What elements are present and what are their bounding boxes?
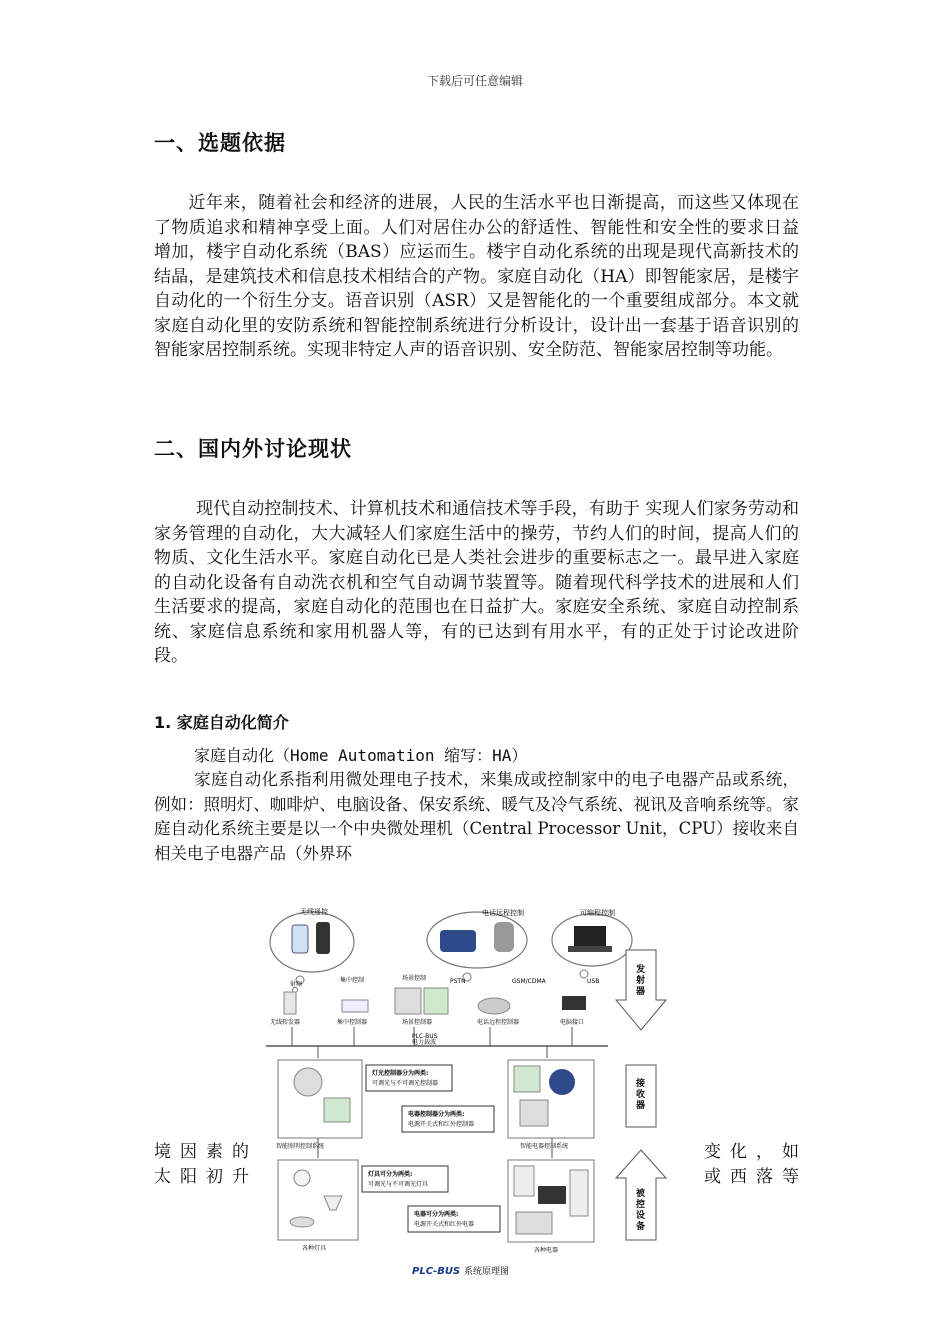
pstn-label: PSTN: [450, 978, 466, 985]
cloud-pc: [552, 908, 632, 978]
rf-label: 射频: [290, 981, 303, 988]
wrap-left-1: 境因素的: [154, 1142, 249, 1162]
device-scene: 场景控制器: [402, 1019, 433, 1026]
subsection1-paragraph: [154, 768, 799, 866]
note-light-controller: [366, 1065, 452, 1091]
section1-title: 一、选题依据: [154, 131, 286, 155]
pc-interface-icon: [562, 996, 586, 1010]
arrow-receive: [626, 1065, 656, 1127]
appliance-control-system: [508, 1060, 594, 1150]
section2-text: 现代自动控制技术、计算机技术和通信技术等手段，有助于 实现人们家务劳动和家务管理的自动化，大大减轻人们家庭生活中的操劳，节约人们的时间，提高人们的物质、文化生活水平。家庭自动化已是人类社会进步的重要标志之一。最早进入家庭的自动化设备有自动洗衣机和空气自动调节装置等。随着现代科学技术的进展和人们生活要求的提高，家庭自动化的范围也在日益扩大。家庭安全系统、家庭自动控制系统、家庭信息系统和家用机器人等，有的已达到有用水平，有的正处于讨论改进阶段。: [154, 499, 799, 666]
scene-panel-icon: [424, 988, 448, 1014]
device-central: 集中控制器: [337, 1019, 368, 1026]
wrap-right-1: 变化，如: [704, 1142, 799, 1162]
note2-body: 电源开关式和红外控制器: [408, 1121, 475, 1128]
wrap-left-2: 太阳初升: [154, 1167, 249, 1187]
device-phone: 电话远程控制器: [477, 1019, 520, 1026]
page-header: 下载后可任意编辑: [426, 74, 523, 88]
arrow-controlled-text: 被控设备: [636, 1189, 646, 1232]
usb-label: USB: [587, 978, 600, 985]
note3-body: 可调光与不可调光灯具: [368, 1181, 429, 1188]
ha-definition: 家庭自动化（Home Automation 缩写：HA）: [194, 746, 528, 765]
lamps-label: 各种灯具: [302, 1245, 327, 1252]
arrow-receive-text: 接收器: [636, 1079, 646, 1111]
scene-controller-icon: [395, 988, 421, 1014]
subsection1-text: 家庭自动化系指利用微处理电子技术，来集成或控制家中的电子电器产品或系统，例如：照明灯、咖啡炉、电脑设备、保安系统、暖气及冷气系统、视讯及音响系统等。家庭自动化系统主要是以一个中央微处理机（Central Processor Unit，CPU）接收来自相关电子电器产品（外界环: [154, 770, 799, 863]
arrow-controlled: [616, 1150, 666, 1240]
plc-bus-logo: PLC-BUS: [412, 1266, 461, 1277]
section2-title: 二、国内外讨论现状: [154, 437, 352, 461]
note-appliance-controller: [402, 1106, 494, 1132]
device-pc: 电脑接口: [560, 1019, 585, 1026]
wireless-repeater-icon: [284, 992, 296, 1014]
bus-label-1: PLC-BUS: [412, 1033, 438, 1040]
lamps-group: [278, 1160, 358, 1252]
wrap-right-2: 或西落等: [704, 1167, 799, 1187]
note1-title: 灯光控制器分为两类:: [372, 1070, 429, 1077]
system-diagram: [262, 900, 672, 1285]
arrow-transmit: [616, 950, 666, 1030]
phone-controller-icon: [478, 998, 510, 1014]
cloud-wireless-label: 无线遥控: [300, 908, 328, 916]
device-wireless: 无线转发器: [270, 1019, 301, 1026]
arrow-transmit-text: 发射器: [636, 965, 646, 997]
cloud-phone: [427, 908, 527, 981]
diagram-caption: 系统原理图: [464, 1267, 510, 1277]
note4-body: 电源开关式和红外电器: [414, 1221, 475, 1228]
section1-paragraph: [154, 191, 799, 363]
central-label: 集中控制: [340, 977, 365, 984]
cloud-pc-label: 可编程控制: [580, 909, 615, 917]
section1-text: 近年来，随着社会和经济的进展，人民的生活水平也日渐提高，而这些又体现在了物质追求和精神享受上面。人们对居住办公的舒适性、智能性和安全性的要求日益增加，楼宇自动化系统（BAS）应运而生。楼宇自动化系统的出现是现代高新技术的结晶，是建筑技术和信息技术相结合的产物。家庭自动化（HA）即智能家居，是楼宇自动化的一个衍生分支。语音识别（ASR）又是智能化的一个重要组成部分。本文就家庭自动化里的安防系统和智能控制系统进行分析设计，设计出一套基于语音识别的智能家居控制系统。实现非特定人声的语音识别、安全防范、智能家居控制等功能。: [154, 193, 799, 360]
appliances-group: [508, 1160, 594, 1254]
cloud-phone-label: 电话远程控制: [482, 909, 524, 917]
light-system-label: 智能照明控制系统: [276, 1143, 325, 1150]
scene-label: 场景控制: [402, 975, 427, 982]
gsm-label: GSM/CDMA: [512, 978, 546, 985]
light-control-system: [276, 1060, 362, 1150]
note-lamps: [362, 1166, 448, 1192]
note3-title: 灯具可分为两类:: [368, 1171, 413, 1178]
note4-title: 电器可分为两类:: [414, 1211, 459, 1218]
note2-title: 电器控制器分为两类:: [408, 1111, 465, 1118]
section2-paragraph: [154, 497, 799, 669]
central-controller-icon: [342, 1000, 368, 1012]
subsection1-title: 1. 家庭自动化简介: [154, 713, 289, 732]
appliances-label: 各种电器: [534, 1247, 559, 1254]
appliance-system-label: 智能电器控制系统: [520, 1143, 569, 1150]
bus-label-2: 电力载波: [412, 1039, 437, 1046]
note1-body: 可调光与不可调光控制器: [372, 1080, 439, 1087]
note-appliances: [408, 1206, 500, 1232]
